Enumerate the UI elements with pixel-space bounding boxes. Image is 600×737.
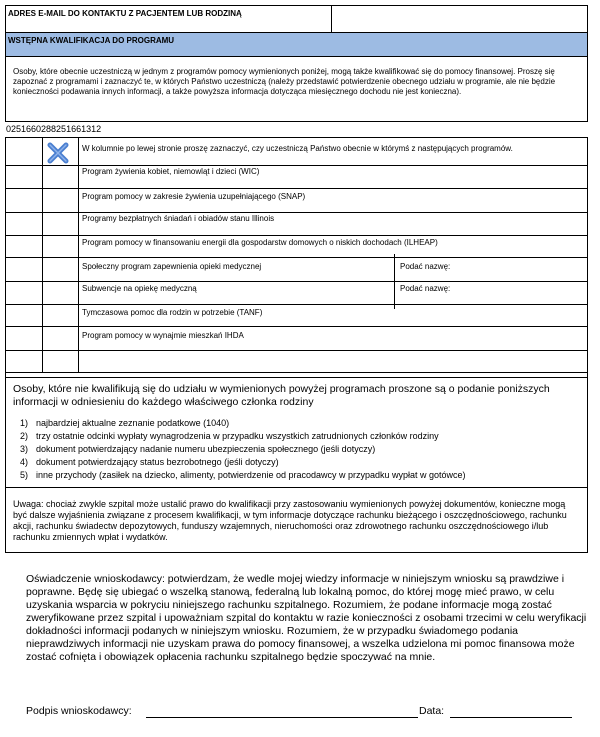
code-number: 0251660288251661312 xyxy=(6,124,102,134)
program-label: Programy bezpłatnych śniadań i obiadów stanu Illinois xyxy=(82,214,275,223)
email-value-field[interactable] xyxy=(333,6,587,32)
program-label: Subwencje na opiekę medyczną xyxy=(82,284,197,293)
program-name-label: Podać nazwę: xyxy=(400,262,451,271)
program-checkbox-tanf[interactable] xyxy=(6,305,42,326)
program-checkbox-medical-subsidy[interactable] xyxy=(6,282,42,304)
programs-table xyxy=(5,137,588,378)
program-checkbox-ilheap[interactable] xyxy=(6,236,42,257)
intro-box xyxy=(5,56,588,122)
list-item: 2) trzy ostatnie odcinki wypłaty wynagrodzenia w przypadku wszystkich zatrudnionych członków rodziny xyxy=(19,431,439,441)
section-title: WSTĘPNA KWALIFIKACJA DO PROGRAMU xyxy=(8,36,175,45)
note-box xyxy=(5,487,588,553)
x-mark-icon xyxy=(47,142,69,164)
program-checkbox-meals[interactable] xyxy=(6,213,42,235)
program-label: Program pomocy w finansowaniu energii dla gospodarstw domowych o niskich dochodach (ILHEAP) xyxy=(82,238,438,247)
program-label: Społeczny program zapewnienia opieki medycznej xyxy=(82,262,262,271)
date-field[interactable] xyxy=(450,705,572,718)
program-name-field[interactable] xyxy=(466,258,586,281)
note-text: Uwaga: chociaż zwykle szpital może ustalić prawo do kwalifikacji przy zastosowaniu wymienionych powyżej dokumentów, konieczne mogą być dalsze wyjaśnienia związane z procesem kwalifikacji, w tym informacje dotyczące rachunku bieżącego i oszczędnościowego, rachunku akcji, rachunku świadectw depozytowych, funduszy wzajemnych, nieruchomości oraz zdrowotnego rachunku oszczędnościowego i/lub rachunku zmiennych wpłat i wydatków. xyxy=(13,499,567,542)
list-item: 5) inne przychody (zasiłek na dziecko, alimenty, potwierdzenie od pracodawcy w przypadku wypłat w gotówce) xyxy=(19,470,466,480)
section-header xyxy=(5,32,588,57)
program-checkbox-snap[interactable] xyxy=(6,189,42,212)
signature-label: Podpis wnioskodawcy: xyxy=(26,705,132,717)
declaration-text: Oświadczenie wnioskodawcy: potwierdzam, że wedle mojej wiedzy informacje w niniejszym wniosku są prawdziwe i poprawne. Będę się ubiegać o wszelką stanową, federalną lub lokalną pomoc, do której mogę mieć prawo, w celu uzyskania wsparcia w pokryciu niniejszego rachunku szpitalnego. Rozumiem, że podane informacje mogą zostać zweryfikowane przez szpital i upoważniam szpital do kontaktu w razie konieczności z osobami trzecimi w celu weryfikacji dokładności informacji podanych w niniejszym wniosku. Rozumiem, że w przypadku świadomego podania nieprawdziwych informacji nie uzyskam prawa do pomocy finansowej, a wszelka udzielona mi pomoc finansowa może zostać cofnięta i obowiązek opłacenia rachunku szpitalnego będzie spoczywać na mnie. xyxy=(26,573,587,663)
intro-text: Osoby, które obecnie uczestniczą w jednym z programów pomocy wymienionych poniżej, mogą także kwalifikować się do pomocy finansowej. Proszę się zapoznać z programami i zaznaczyć te, w których Państwo uczestniczą (należy przedstawić potwierdzenie obecnego udziału w programie, ale nie będzie konieczności podawania innych informacji, a także powyższa informacja dotycząca miesięcznego dochodu nie jest konieczna). xyxy=(13,67,556,96)
table-instruction: W kolumnie po lewej stronie proszę zaznaczyć, czy uczestniczą Państwo obecnie w którymś z następujących programów. xyxy=(82,144,513,153)
program-label: Tymczasowa pomoc dla rodzin w potrzebie (TANF) xyxy=(82,308,263,317)
program-checkbox-community-care[interactable] xyxy=(6,258,42,281)
program-label: Program pomocy w zakresie żywienia uzupełniającego (SNAP) xyxy=(82,192,306,201)
list-item: 4) dokument potwierdzający status bezrobotnego (jeśli dotyczy) xyxy=(19,457,279,467)
program-label: Program pomocy w wynajmie mieszkań IHDA xyxy=(82,331,244,340)
date-label: Data: xyxy=(419,705,445,717)
documents-list xyxy=(6,418,581,483)
program-checkbox-wic[interactable] xyxy=(6,166,42,188)
program-label: Program żywienia kobiet, niemowląt i dzieci (WIC) xyxy=(82,167,260,176)
non-qualify-text: Osoby, które nie kwalifikują się do udziału w wymienionych powyżej programach proszone są o podanie poniższych informacji w odniesieniu do każdego właściwego członka rodziny xyxy=(13,383,550,408)
list-item: 3) dokument potwierdzający nadanie numeru ubezpieczenia społecznego (jeśli dotyczy) xyxy=(19,444,376,454)
email-label: ADRES E-MAIL DO KONTAKTU Z PACJENTEM LUB RODZINĄ xyxy=(8,9,242,18)
list-item: 1) najbardziej aktualne zeznanie podatkowe (1040) xyxy=(19,418,230,428)
email-row xyxy=(5,5,588,33)
program-checkbox-ihda[interactable] xyxy=(6,327,42,350)
signature-field[interactable] xyxy=(146,705,418,718)
program-name-field[interactable] xyxy=(466,282,586,304)
non-qualify-box xyxy=(5,377,588,488)
program-name-label: Podać nazwę: xyxy=(400,284,451,293)
